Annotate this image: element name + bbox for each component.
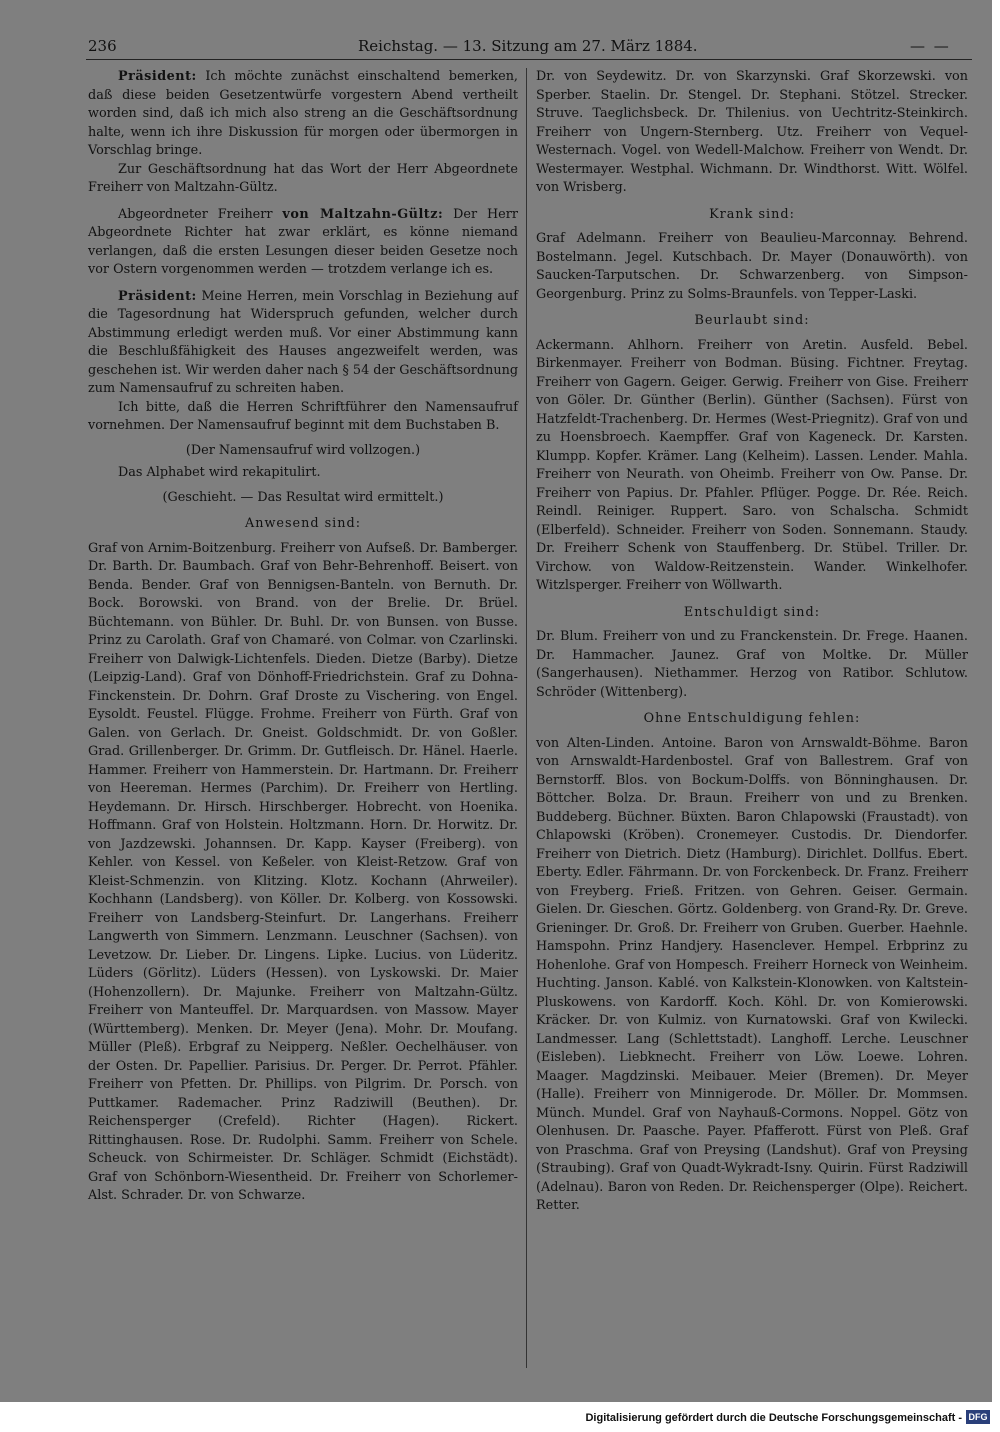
header-rule: [86, 59, 972, 60]
names-beurlaubt: Ackermann. Ahlhorn. Freiherr von Aretin. Ausfeld. Bebel. Birkenmayer. Freiherr von Bodman. Büsing. Fichtner. Freytag. Freiherr von Gagern. Geiger. Gerwig. Freiherr von Gise. Freiherr von Göler. Dr. Günther (Berlin). Günther (Sachsen). Fürst von Hatzfeldt-Trachenberg. Dr. Hermes (West-Priegnitz). Graf von und zu Hoensbroech. Kaempffer. Graf von Kageneck. Dr. Karsten. Klumpp. Kopfer. Krämer. Lang (Kelheim). Lassen. Lender. Mahla. Freiherr von Neurath. von Oheimb. Freiherr von Ow. Panse. Dr. Freiherr von Papius. Dr. Pfahler. Pflüger. Pogge. Dr. Rée. Reich. Reindl. Reiniger. Ruppert. Saro. von Schalscha. Schmidt (Elberfeld). Schneider. Freiherr von Soden. Sonnemann. Staudy. Dr. Freiherr Schenk von Stauffenberg. Dr. Stübel. Triller. Dr. Virchow. von Waldow-Reitzenstein. Wander. Winkelhofer. Witzlsperger. Freiherr von Wöllwarth.: [536, 337, 968, 593]
paragraph-text: Meine Herren, mein Vorschlag in Beziehung auf die Tagesordnung hat Widerspruch gefunden, welcher durch Abstimmung erledigt werden muß. Vor einer Abstimmung kann die Beschlußfähigkeit des Hauses angezweifelt werden, was geschehen ist. Wir werden daher nach § 54 der Geschäftsordnung zum Namensaufruf zu schreiten haben.: [88, 288, 519, 396]
names-ohne-entschuldigung: von Alten-Linden. Antoine. Baron von Arnswaldt-Böhme. Baron von Arnswaldt-Hardenbostel. Graf von Ballestrem. Graf von Bernstorff. Blos. von Bockum-Dolffs. von Bönninghausen. Dr. Böttcher. Bolza. Dr. Braun. Freiherr von und zu Brenken. Buddeberg. Büchner. Büxten. Baron Chlapowski (Fraustadt). von Chlapowski (Kröben). Cronemeyer. Custodis. Dr. Diendorfer. Freiherr von Dietrich. Dietz (Hamburg). Dirichlet. Dollfus. Ebert. Eberty. Edler. Fährmann. Dr. von Forckenbeck. Dr. Franz. Freiherr von Freyberg. Frieß. Fritzen. von Gehren. Geiser. Germain. Gielen. Dr. Gieschen. Görtz. Goldenberg. von Grand-Ry. Dr. Greve. Grieninger. Dr. Groß. Dr. Freiherr von Gruben. Guerber. Haehnle. Hamspohn. Prinz Handjery. Hasenclever. Hempel. Erbprinz zu Hohenlohe. Graf von Hompesch. Freiherr Horneck von Weinheim. Huchting. Janson. Kablé. von Kalkstein-Klonowken. von Kaltstein-Pluskowens. von Kardorff. Koch. Köhl. Dr. von Komierowski. Kräcker. Dr. von Kulmiz. von Kurnatowski. Graf von Kwilecki. Landmesser. Lang (Schlettstadt). Langhoff. Lerche. Leuschner (Eisleben). Liebknecht. Freiherr von Löw. Loewe. Lohren. Maager. Magdzinski. Meibauer. Meier (Bremen). Dr. Meyer (Halle). Freiherr von Minnigerode. Dr. Möller. Dr. Mommsen. Münch. Mundel. Graf von Nayhauß-Cormons. Noppel. Götz von Olenhusen. Dr. Paasche. Payer. Pfafferott. Fürst von Pleß. Graf von Praschma. Graf von Preysing (Landshut). Graf von Preysing (Straubing). Graf von Quadt-Wykradt-Isny. Quirin. Fürst Radziwill (Adelnau). Baron von Reden. Dr. Reichensperger (Olpe). Reichert. Retter.: [536, 735, 968, 1213]
funding-credit: Digitalisierung gefördert durch die Deutsche Forschungsgemeinschaft -: [585, 1412, 962, 1424]
names-anwesend: Graf von Arnim-Boitzenburg. Freiherr von Aufseß. Dr. Bamberger. Dr. Barth. Dr. Baumbach. Graf von Behr-Behrenhoff. Beisert. von Benda. Bender. Graf von Bennigsen-Banteln. von Bernuth. Dr. Bock. Borowski. von Brand. von der Brelie. Dr. Brüel. Büchtemann. von Bühler. Dr. Buhl. Dr. von Bunsen. von Busse. Prinz zu Carolath. Graf von Chamaré. von Colmar. von Czarlinski. Freiherr von Dalwigk-Lichtenfels. Dieden. Dietze (Barby). Dietze (Leipzig-Land). Graf von Dönhoff-Friedrichstein. Graf zu Dohna-Finckenstein. Dr. Dohrn. Graf Droste zu Vischering. von Engel. Eysoldt. Feustel. Flügge. Frohme. Freiherr von Fürth. Graf von Galen. von Gerlach. Dr. Gneist. Goldschmidt. Dr. von Goßler. Grad. Grillenberger. Dr. Grimm. Dr. Gutfleisch. Dr. Hänel. Haerle. Hammer. Freiherr von Hammerstein. Dr. Hartmann. Dr. Freiherr von Heereman. Hermes (Parchim). Dr. Freiherr von Hertling. Heydemann. Dr. Hirsch. Hirschberger. Hobrecht. von Hoenika. Hoffmann. Graf von Holstein. Holtzmann. Horn. Dr. Horwitz. Dr. von Jazdzewski. Johannsen. Dr. Kapp. Kayser (Freiberg). von Kehler. von Kessel. von Keßeler. von Kleist-Retzow. Graf von Kleist-Schmenzin. von Klitzing. Klotz. Kochann (Ahrweiler). Kochhann (Landsberg). von Köller. Dr. Kolberg. von Kossowski. Freiherr von Landsberg-Steinfurt. Dr. Langerhans. Freiherr Langwerth von Simmern. Lenzmann. Leuschner (Sachsen). von Levetzow. Dr. Lieber. Dr. Lingens. Lipke. Lucius. von Lüderitz. Lüders (Görlitz). Lüders (Hessen). von Lyskowski. Dr. Maier (Hohenzollern). Dr. Majunke. Freiherr von Maltzahn-Gültz. Freiherr von Manteuffel. Dr. Marquardsen. von Massow. Mayer (Württemberg). Menken. Dr. Meyer (Jena). Mohr. Dr. Moufang. Müller (Pleß). Erbgraf zu Neipperg. Neßler. Oechelhäuser. von der Osten. Dr. Papellier. Parisius. Dr. Perger. Dr. Perrot. Pfähler. Freiherr von Pfetten. Dr. Phillips. von Pilgrim. Dr. Porsch. von Puttkamer. Rademacher. Prinz Radziwill (Beuthen). Dr. Reichensperger (Crefeld). Richter (Hagen). Rickert. Rittinghausen. Rose. Dr. Rudolphi. Samm. Freiherr von Schele. Scheuck. von Schirmeister. Dr. Schläger. Schmidt (Eichstädt). Graf von Schönborn-Wiesentheid. Dr. Freiherr von Schorlemer-Alst. Schrader. Dr. von Schwarze.: [88, 540, 518, 1203]
paragraph-text: Der Herr Abgeordnete Richter hat zwar erklärt, es könne niemand verlangen, daß die ersten Lesungen dieser beiden Gesetze noch vor Ostern vorgenommen werden — trotzdem verlange ich es.: [88, 206, 518, 277]
stage-direction-1: (Der Namensaufruf wird vollzogen.): [185, 442, 421, 458]
left-column: [88, 68, 518, 1206]
heading-beurlaubt: Beurlaubt sind:: [694, 313, 810, 328]
names-anwesend-continued: Dr. von Seydewitz. Dr. von Skarzynski. Graf Skorzewski. von Sperber. Staelin. Dr. Stengel. Dr. Stephani. Stötzel. Strecker. Struve. Taeglichsbeck. Dr. Thilenius. von Uechtritz-Steinkirch. Freiherr von Ungern-Sternberg. Utz. Freiherr von Vequel-Westernach. Vogel. von Wedell-Malchow. Freiherr von Wendt. Dr. Westermayer. Westphal. Wichmann. Dr. Windthorst. Witt. Wölfel. von Wrisberg.: [536, 69, 968, 195]
paragraph-roll-call: Ich bitte, daß die Herren Schriftführer den Namensaufruf vornehmen. Der Namensaufruf beginnt mit dem Buchstaben B.: [88, 399, 518, 433]
column-divider: [526, 68, 527, 1368]
running-header: [62, 34, 972, 58]
paragraph-president-1: [88, 68, 518, 161]
header-dash: — —: [910, 37, 951, 55]
heading-krank: Krank sind:: [709, 206, 795, 222]
paragraph-president-2: [88, 288, 518, 399]
heading-anwesend: Anwesend sind:: [244, 516, 362, 531]
names-entschuldigt: Dr. Blum. Freiherr von und zu Franckenstein. Dr. Frege. Haanen. Dr. Hammacher. Jaunez. Graf von Moltke. Dr. Müller (Sangerhausen). Niethammer. Herzog von Ratibor. Schlutow. Schröder (Wittenberg).: [536, 629, 968, 700]
running-title: Reichstag. — 13. Sitzung am 27. März 1884.: [358, 37, 698, 55]
paragraph-text: Ich möchte zunächst einschaltend bemerken, daß diese beiden Gesetzentwürfe vorgestern Abend vertheilt worden sind, daß ich mich also streng an die Geschäftsordnung halte, wenn ich ihre Diskussion für morgen oder übermorgen in Vorschlag bringe.: [88, 69, 518, 158]
page-number: 236: [88, 37, 117, 55]
paragraph-alphabet: Das Alphabet wird rekapitulirt.: [118, 465, 321, 480]
speaker-prefix: Abgeordneter Freiherr: [118, 206, 273, 222]
names-krank: Graf Adelmann. Freiherr von Beaulieu-Marconnay. Behrend. Bostelmann. Jegel. Kutschbach. Dr. Mayer (Donauwörth). von Saucken-Tarputschen. Dr. Schwarzenberg. von Simpson-Georgenburg. Prinz zu Solms-Braunfels. von Tepper-Laski.: [536, 231, 968, 302]
speaker-president: Präsident:: [118, 288, 197, 304]
digitization-footer: [0, 1404, 1000, 1432]
paragraph-maltzahn: [88, 206, 518, 280]
dfg-logo: DFG: [966, 1410, 990, 1424]
paragraph-order: Zur Geschäftsordnung hat das Wort der Herr Abgeordnete Freiherr von Maltzahn-Gültz.: [88, 161, 518, 195]
heading-entschuldigt: Entschuldigt sind:: [683, 604, 821, 620]
speaker-maltzahn: von Maltzahn-Gültz:: [282, 206, 444, 222]
speaker-president: Präsident:: [118, 69, 197, 84]
heading-ohne-entschuldigung: Ohne Entschuldigung fehlen:: [643, 711, 861, 726]
stage-direction-2: (Geschieht. — Das Resultat wird ermittelt.): [162, 489, 444, 505]
right-column: [536, 68, 968, 1216]
